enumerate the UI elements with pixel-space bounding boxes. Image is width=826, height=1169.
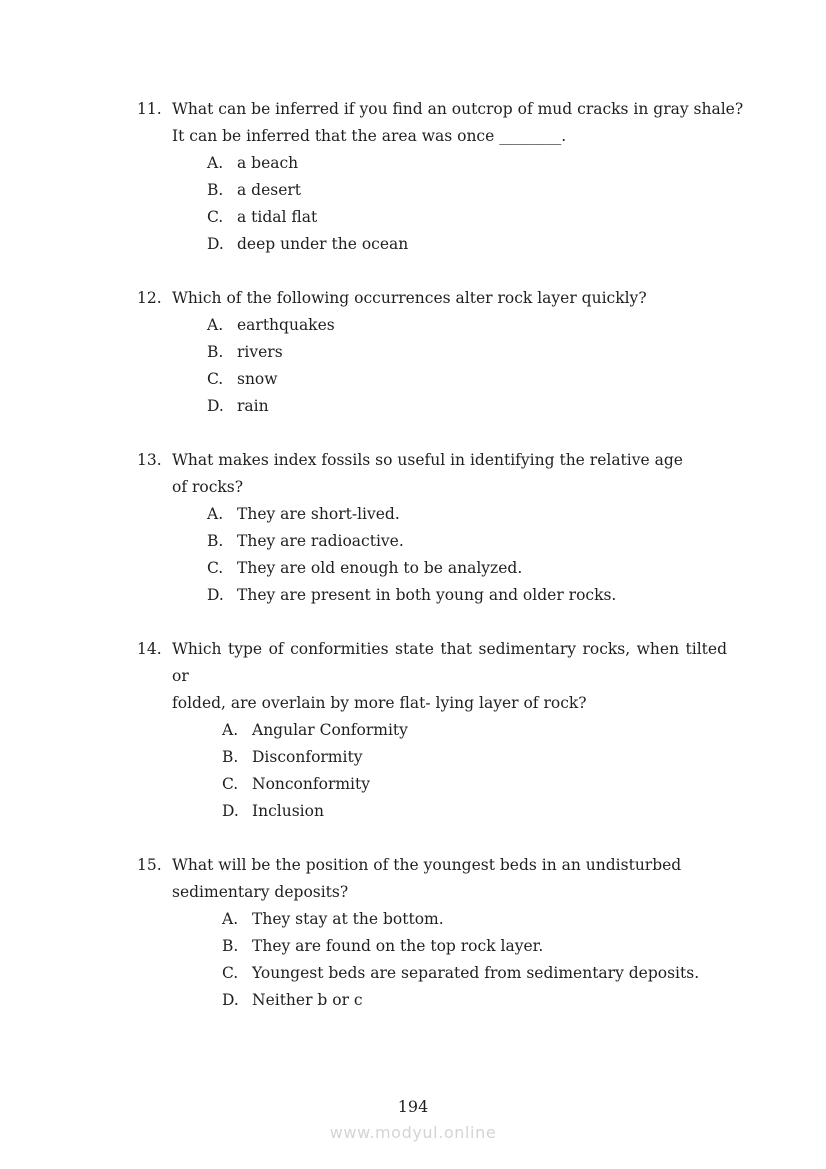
- option-letter: B.: [207, 532, 224, 550]
- answer-option: [207, 501, 727, 528]
- option-letter: D.: [207, 397, 224, 415]
- option-text: Neither b or c: [252, 991, 363, 1009]
- question-number: 15.: [137, 856, 162, 874]
- option-text: deep under the ocean: [237, 235, 409, 253]
- question-number: 11.: [137, 100, 162, 118]
- option-text: Inclusion: [252, 802, 324, 820]
- option-letter: C.: [207, 370, 224, 388]
- answer-options: [207, 312, 727, 420]
- question-text-line: Which type of conformities state that sedimentary rocks, when tilted or: [172, 640, 727, 685]
- answer-option: [207, 150, 727, 177]
- option-letter: A.: [207, 505, 224, 523]
- option-letter: B.: [207, 181, 224, 199]
- question-number: 12.: [137, 289, 162, 307]
- option-letter: D.: [222, 802, 239, 820]
- answer-option: [207, 339, 727, 366]
- option-letter: A.: [207, 154, 224, 172]
- option-text: They are present in both young and older rocks.: [237, 586, 617, 604]
- question-text-line: What makes index fossils so useful in identifying the relative age: [172, 451, 683, 469]
- answer-option: [222, 771, 727, 798]
- option-text: Disconformity: [252, 748, 363, 766]
- option-letter: A.: [222, 910, 239, 928]
- option-text: a desert: [237, 181, 302, 199]
- watermark: www.modyul.online: [329, 1123, 497, 1142]
- answer-option: [207, 528, 727, 555]
- quiz-question-list: [137, 96, 744, 1041]
- answer-option: [222, 987, 727, 1014]
- answer-option: [207, 177, 727, 204]
- answer-option: [207, 312, 727, 339]
- option-letter: C.: [222, 775, 239, 793]
- question: [137, 96, 744, 258]
- page-number: 194: [397, 1097, 429, 1116]
- option-text: They are radioactive.: [237, 532, 404, 550]
- option-letter: C.: [222, 964, 239, 982]
- question-number: 14.: [137, 640, 162, 658]
- question-text-line: What can be inferred if you find an outcrop of mud cracks in gray shale?: [172, 100, 744, 118]
- question-number: 13.: [137, 451, 162, 469]
- question-text-line: Which of the following occurrences alter rock layer quickly?: [172, 289, 647, 307]
- option-letter: B.: [222, 937, 239, 955]
- answer-option: [207, 204, 727, 231]
- question-text-line: of rocks?: [172, 478, 244, 496]
- option-text: earthquakes: [237, 316, 335, 334]
- answer-option: [222, 960, 727, 987]
- option-text: Nonconformity: [252, 775, 370, 793]
- option-text: snow: [237, 370, 278, 388]
- question-text-line: It can be inferred that the area was once ________.: [172, 127, 567, 145]
- option-text: a tidal flat: [237, 208, 318, 226]
- answer-option: [207, 393, 727, 420]
- option-letter: A.: [207, 316, 224, 334]
- answer-options: [207, 501, 727, 609]
- question-text-line: sedimentary deposits?: [172, 883, 349, 901]
- answer-option: [207, 582, 727, 609]
- question-text-line: What will be the position of the youngest beds in an undisturbed: [172, 856, 682, 874]
- option-text: rivers: [237, 343, 283, 361]
- answer-options: [207, 150, 727, 258]
- answer-options: [222, 717, 727, 825]
- question: [137, 852, 727, 1014]
- answer-options: [222, 906, 727, 1014]
- option-text: rain: [237, 397, 269, 415]
- answer-option: [207, 231, 727, 258]
- answer-option: [222, 744, 727, 771]
- option-letter: C.: [207, 208, 224, 226]
- question-text-line: folded, are overlain by more flat- lying layer of rock?: [172, 694, 587, 712]
- answer-option: [207, 366, 727, 393]
- option-letter: B.: [207, 343, 224, 361]
- option-letter: B.: [222, 748, 239, 766]
- option-text: They are found on the top rock layer.: [252, 937, 544, 955]
- answer-option: [222, 717, 727, 744]
- question: [137, 447, 727, 609]
- option-text: Angular Conformity: [252, 721, 408, 739]
- option-letter: D.: [207, 235, 224, 253]
- option-text: They stay at the bottom.: [252, 910, 444, 928]
- question: [137, 285, 727, 420]
- answer-option: [222, 933, 727, 960]
- option-letter: C.: [207, 559, 224, 577]
- option-letter: D.: [222, 991, 239, 1009]
- option-text: Youngest beds are separated from sedimentary deposits.: [252, 964, 700, 982]
- option-text: a beach: [237, 154, 299, 172]
- answer-option: [207, 555, 727, 582]
- option-letter: D.: [207, 586, 224, 604]
- question: [137, 636, 727, 825]
- option-text: They are old enough to be analyzed.: [237, 559, 523, 577]
- option-text: They are short-lived.: [237, 505, 400, 523]
- answer-option: [222, 906, 727, 933]
- answer-option: [222, 798, 727, 825]
- option-letter: A.: [222, 721, 239, 739]
